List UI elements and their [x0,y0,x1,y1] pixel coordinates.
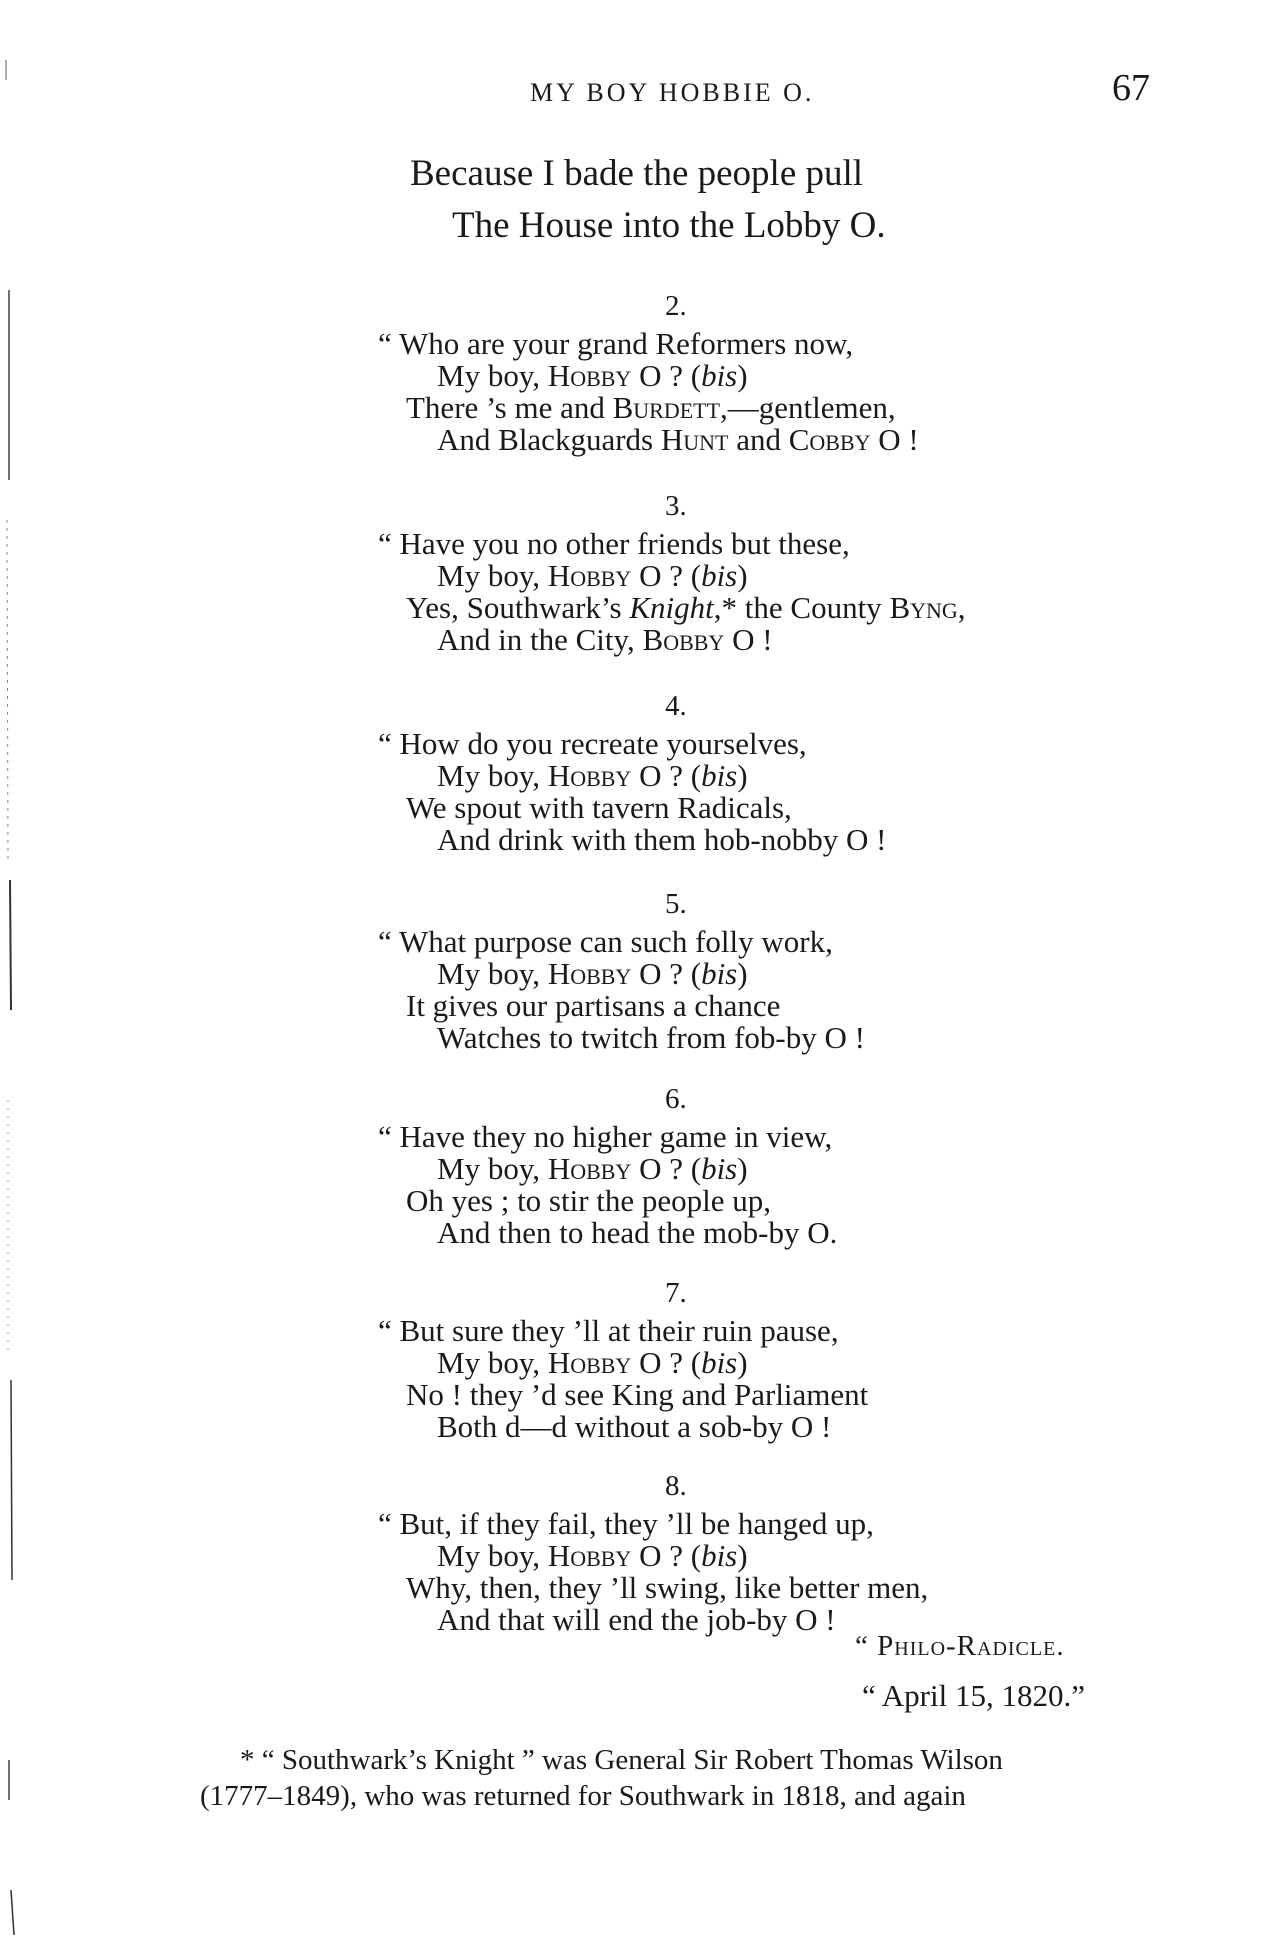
stanza-line: My boy, Hobby O ? (bis) [437,758,748,793]
stanza-line: “ Have you no other friends but these, [378,526,850,561]
stanza-line: “ Have they no higher game in view, [378,1119,833,1154]
stanza-line: “ Who are your grand Reformers now, [378,326,854,361]
stanza-line: There ’s me and Burdett,—gentlemen, [406,390,896,425]
stanza-number: 2. [665,290,687,322]
stanza-line: Why, then, they ’ll swing, like better men, [406,1570,929,1605]
opening-line-2: The House into the Lobby O. [452,205,886,246]
stanza-line: Both d—d without a sob-by O ! [437,1409,832,1444]
opening-lines [410,148,886,252]
stanza-line: Watches to twitch from fob-by O ! [437,1020,865,1055]
footnote-line-2: (1777–1849), who was returned for Southwark in 1818, and again [200,1780,966,1812]
stanza-line: “ How do you recreate yourselves, [378,726,807,761]
stanza-line: My boy, Hobby O ? (bis) [437,1345,748,1380]
stanza-line: And in the City, Bobby O ! [437,622,773,657]
stanza-line: “ What purpose can such folly work, [378,924,833,959]
stanza-number: 8. [665,1470,687,1502]
stanza-line: It gives our partisans a chance [406,988,781,1023]
stanza-line: Oh yes ; to stir the people up, [406,1183,772,1218]
stanza-line: Yes, Southwark’s Knight,* the County Byng, [406,590,966,625]
stanza-line: My boy, Hobby O ? (bis) [437,1538,748,1573]
running-title: MY BOY HOBBIE O. [530,78,815,107]
scan-edge-marks [3,0,17,1938]
stanza-line: My boy, Hobby O ? (bis) [437,1151,748,1186]
stanza-line: And Blackguards Hunt and Cobby O ! [437,422,919,457]
stanza-number: 7. [665,1277,687,1309]
stanza-line: No ! they ’d see King and Parliament [406,1377,869,1412]
stanza-line: And that will end the job-by O ! [437,1602,836,1637]
stanza-line: “ But sure they ’ll at their ruin pause, [378,1313,839,1348]
page-number: 67 [1112,67,1150,109]
stanza-number: 6. [665,1083,687,1115]
stanza-line: We spout with tavern Radicals, [406,790,792,825]
footnote [200,1742,1150,1814]
stanza-number: 3. [665,490,687,522]
stanza-line: My boy, Hobby O ? (bis) [437,358,748,393]
stanza-line: And drink with them hob-nobby O ! [437,822,887,857]
stanza-line: My boy, Hobby O ? (bis) [437,558,748,593]
dateline: “ April 15, 1820.” [862,1678,1085,1713]
opening-line-1: Because I bade the people pull [410,153,864,194]
stanza-number: 4. [665,690,687,722]
stanza-line: And then to head the mob-by O. [437,1215,838,1250]
stanza-number: 5. [665,888,687,920]
stanza-line: My boy, Hobby O ? (bis) [437,956,748,991]
stanza-line: “ But, if they fail, they ’ll be hanged up, [378,1506,874,1541]
signature: “ Philo-Radicle. [855,1630,1065,1662]
footnote-line-1: * “ Southwark’s Knight ” was General Sir Robert Thomas Wilson [240,1744,1003,1776]
